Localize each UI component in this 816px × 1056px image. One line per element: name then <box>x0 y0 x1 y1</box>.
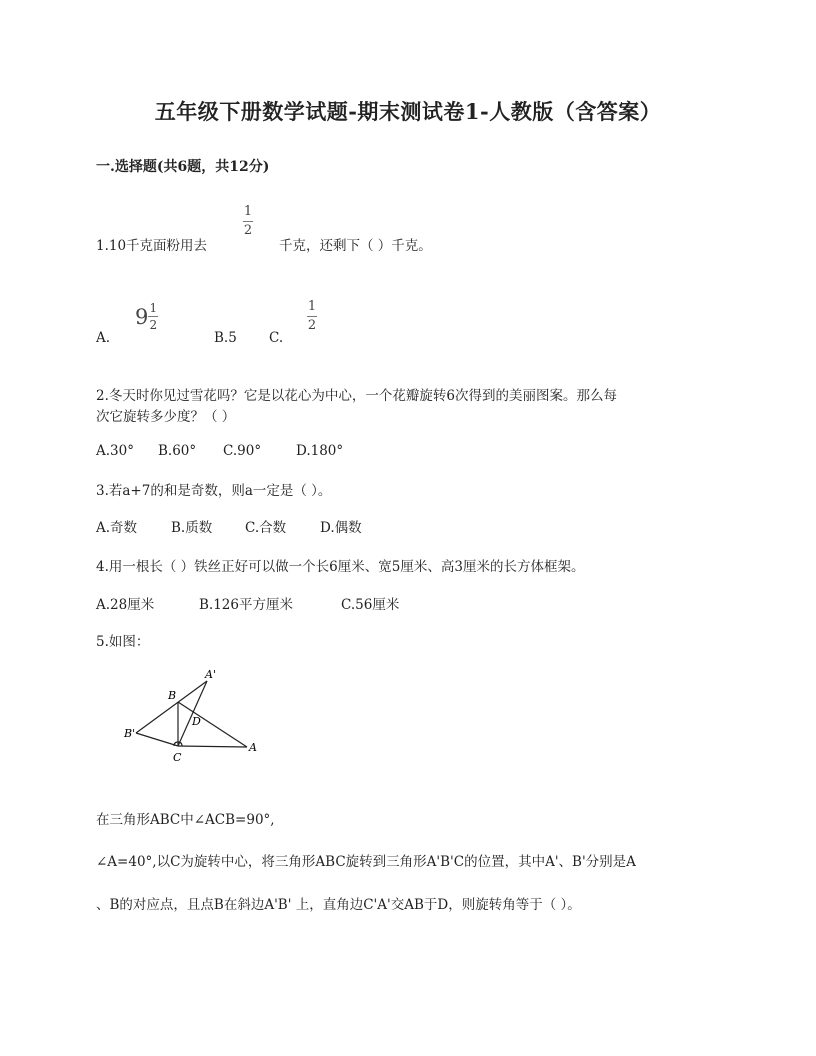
label-a: A <box>249 741 257 754</box>
question-4-text: 4.用一根长（ ）铁丝正好可以做一个长6厘米、宽5厘米、高3厘米的长方体框架。 <box>96 559 585 575</box>
question-1-option-c-fraction <box>307 300 317 333</box>
segment-b-a <box>178 702 247 747</box>
segment-b-prime-c <box>136 733 178 746</box>
fraction-denominator: 2 <box>243 223 253 238</box>
question-3-text: 3.若a+7的和是奇数，则a一定是（ ）。 <box>96 483 332 499</box>
question-4-option-c: C.56厘米 <box>341 597 400 613</box>
question-3-option-a: A.奇数 <box>96 520 138 536</box>
question-3-option-c: C.合数 <box>245 520 287 536</box>
question-5-line-1: 在三角形ABC中∠ACB=90°, <box>96 812 275 828</box>
page-title: 五年级下册数学试题-期末测试卷1-人教版（含答案） <box>154 99 662 124</box>
question-2-option-d: D.180° <box>296 443 344 459</box>
question-5-label: 5.如图： <box>96 634 150 650</box>
label-c: C <box>173 751 182 764</box>
question-3-option-d: D.偶数 <box>320 520 362 536</box>
question-1-option-a-label: A. <box>96 330 111 346</box>
section-heading: 一.选择题(共6题，共12分) <box>96 159 270 175</box>
question-4-option-b: B.126平方厘米 <box>199 597 293 613</box>
question-5-line-3: 、B的对应点，且点B在斜边A'B' 上，直角边C'A'交AB于D，则旋转角等于（ ）。 <box>96 897 581 913</box>
question-1-option-a-mixed-number <box>135 302 158 331</box>
fraction-bar <box>307 316 317 317</box>
question-3-option-b: B.质数 <box>171 520 213 536</box>
question-2-line-1: 2.冬天时你见过雪花吗？它是以花心为中心，一个花瓣旋转6次得到的美丽图案。那么每 <box>96 388 617 404</box>
question-2-option-a: A.30° <box>96 443 134 459</box>
fraction-numerator: 1 <box>149 301 158 315</box>
triangle-rotation-figure <box>110 664 270 769</box>
fraction-numerator: 1 <box>243 204 253 219</box>
question-1-option-b: B.5 <box>214 330 237 346</box>
label-b: B <box>168 689 177 702</box>
question-2-line-2: 次它旋转多少度？（ ） <box>96 409 236 425</box>
label-b-prime: B' <box>124 727 136 740</box>
question-1-fraction <box>243 205 253 238</box>
segment-c-a <box>178 746 247 747</box>
segment-c-a-prime <box>178 681 207 746</box>
question-1-prefix: 1.10千克面粉用去 <box>96 238 208 254</box>
mixed-whole: 9 <box>135 304 149 329</box>
fraction-numerator: 1 <box>307 299 317 314</box>
label-a-prime: A' <box>205 668 216 681</box>
mixed-fraction <box>148 302 158 331</box>
question-5-line-2: ∠A=40°,以C为旋转中心，将三角形ABC旋转到三角形A'B'C的位置，其中A'、B'分别是A <box>96 854 636 870</box>
label-d: D <box>192 715 201 728</box>
question-4-option-a: A.28厘米 <box>96 597 155 613</box>
fraction-bar <box>243 221 253 222</box>
question-2-option-b: B.60° <box>158 443 197 459</box>
fraction-denominator: 2 <box>149 318 158 332</box>
question-2-option-c: C.90° <box>223 443 262 459</box>
question-1-option-c-label: C. <box>269 330 284 346</box>
fraction-bar <box>148 316 158 317</box>
fraction-denominator: 2 <box>307 318 317 333</box>
question-1-suffix: 千克，还剩下（ ）千克。 <box>279 238 432 254</box>
